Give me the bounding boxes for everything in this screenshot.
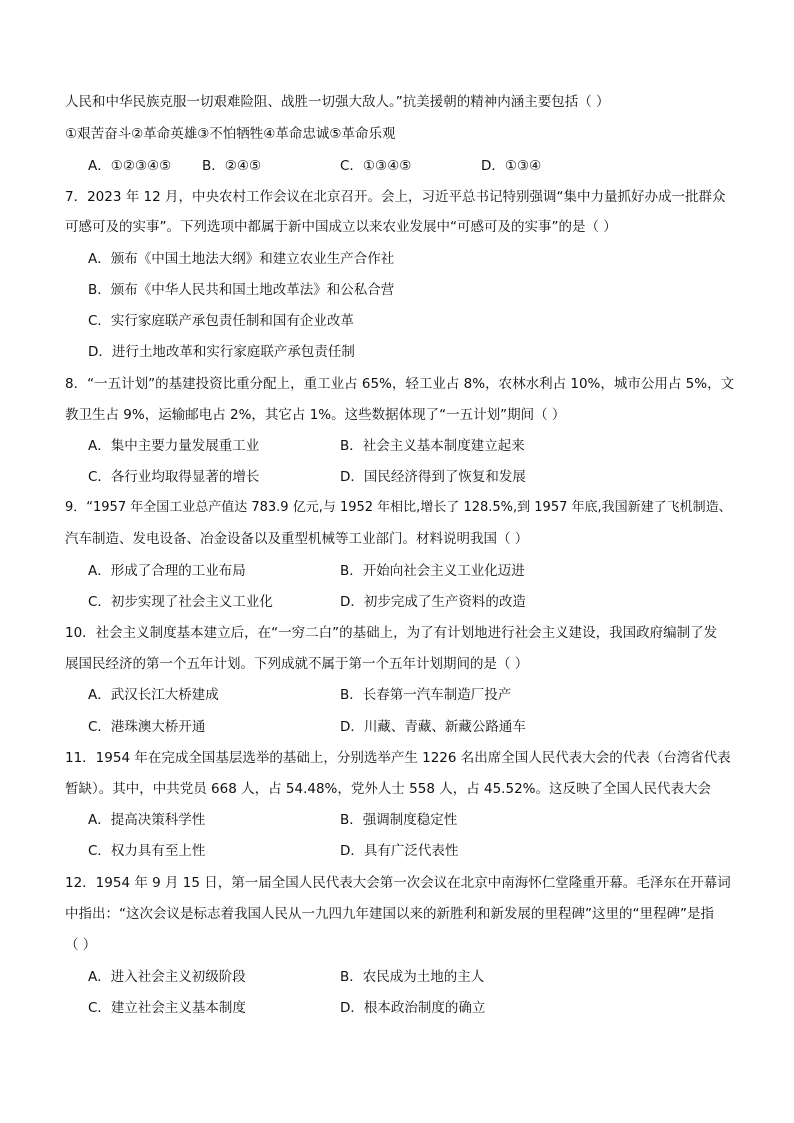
q12-stem-line2: 中指出：“这次会议是标志着我国人民从一九四九年建国以来的新胜利和新发展的里程碑”这里的“里程碑”是指 xyxy=(65,906,714,922)
q9-option-d: D．初步完成了生产资料的改造 xyxy=(340,594,526,610)
q11-option-b: B．强调制度稳定性 xyxy=(340,812,458,828)
q7-option-d: D．进行土地改革和实行家庭联产承包责任制 xyxy=(88,344,355,360)
q6-items: ①艰苦奋斗②革命英雄③不怕牺牲④革命忠诚⑤革命乐观 xyxy=(65,126,396,142)
q11-option-d: D．具有广泛代表性 xyxy=(340,843,459,859)
q11-stem-line1: 11．1954 年在完成全国基层选举的基础上，分别选举产生 1226 名出席全国人民代表大会的代表（台湾省代表 xyxy=(65,750,731,766)
q8-stem-line2: 教卫生占 9%，运输邮电占 2%，其它占 1%。这些数据体现了“一五计划”期间（ ） xyxy=(65,407,566,423)
q10-option-a: A．武汉长江大桥建成 xyxy=(88,687,219,703)
q12-stem-line1: 12．1954 年 9 月 15 日，第一届全国人民代表大会第一次会议在北京中南海怀仁堂隆重开幕。毛泽东在开幕词 xyxy=(65,875,731,891)
q7-option-b: B．颁布《中华人民共和国土地改革法》和公私合营 xyxy=(88,282,395,298)
q8-option-b: B．社会主义基本制度建立起来 xyxy=(340,438,525,454)
q11-option-c: C．权力具有至上性 xyxy=(88,843,206,859)
q10-stem-line2: 展国民经济的第一个五年计划。下列成就不属于第一个五年计划期间的是（ ） xyxy=(65,656,529,672)
q9-option-a: A．形成了合理的工业布局 xyxy=(88,563,246,579)
q12-stem-line3: （ ） xyxy=(65,937,97,953)
q8-stem-line1: 8．“一五计划”的基建投资比重分配上，重工业占 65%，轻工业占 8%，农林水利占 10%，城市公用占 5%，文 xyxy=(65,376,735,392)
q6-option-a: A．①②③④⑤ xyxy=(88,158,172,174)
q8-option-d: D．国民经济得到了恢复和发展 xyxy=(340,469,526,485)
q6-option-d: D．①③④ xyxy=(481,158,542,174)
q9-stem-line2: 汽车制造、发电设备、冶金设备以及重型机械等工业部门。材料说明我国（ ） xyxy=(65,531,529,547)
q10-option-b: B．长春第一汽车制造厂投产 xyxy=(340,687,512,703)
q7-option-c: C．实行家庭联产承包责任制和国有企业改革 xyxy=(88,313,354,329)
q12-option-d: D．根本政治制度的确立 xyxy=(340,1000,486,1016)
q6-stem-tail: 人民和中华民族克服一切艰难险阻、战胜一切强大敌人。”抗美援朝的精神内涵主要包括（ ） xyxy=(65,94,610,110)
q6-option-c: C．①③④⑤ xyxy=(340,158,412,174)
q9-option-c: C．初步实现了社会主义工业化 xyxy=(88,594,273,610)
q7-stem-line2: 可感可及的实事”。下列选项中都属于新中国成立以来农业发展中“可感可及的实事”的是（ ） xyxy=(65,219,617,235)
q11-option-a: A．提高决策科学性 xyxy=(88,812,206,828)
q12-option-c: C．建立社会主义基本制度 xyxy=(88,1000,246,1016)
q8-option-c: C．各行业均取得显著的增长 xyxy=(88,469,260,485)
q10-stem-line1: 10．社会主义制度基本建立后，在“一穷二白”的基础上，为了有计划地进行社会主义建设，我国政府编制了发 xyxy=(65,625,718,641)
q9-option-b: B．开始向社会主义工业化迈进 xyxy=(340,563,525,579)
q12-option-b: B．农民成为土地的主人 xyxy=(340,969,485,985)
q10-option-d: D．川藏、青藏、新藏公路通车 xyxy=(340,719,526,735)
q10-option-c: C．港珠澳大桥开通 xyxy=(88,719,206,735)
q12-option-a: A．进入社会主义初级阶段 xyxy=(88,969,246,985)
q7-stem-line1: 7．2023 年 12 月，中央农村工作会议在北京召开。会上，习近平总书记特别强调“集中力量抓好办成一批群众 xyxy=(65,189,726,205)
q6-option-b: B．②④⑤ xyxy=(202,158,262,174)
q8-option-a: A．集中主要力量发展重工业 xyxy=(88,438,260,454)
q9-stem-line1: 9．“1957 年全国工业总产值达 783.9 亿元,与 1952 年相比,增长了 128.5%,到 1957 年底,我国新建了飞机制造、 xyxy=(65,500,732,515)
q11-stem-line2: 暂缺）。其中，中共党员 668 人，占 54.48%，党外人士 558 人，占 45.52%。这反映了全国人民代表大会 xyxy=(65,781,711,797)
q7-option-a: A．颁布《中国土地法大纲》和建立农业生产合作社 xyxy=(88,251,395,267)
